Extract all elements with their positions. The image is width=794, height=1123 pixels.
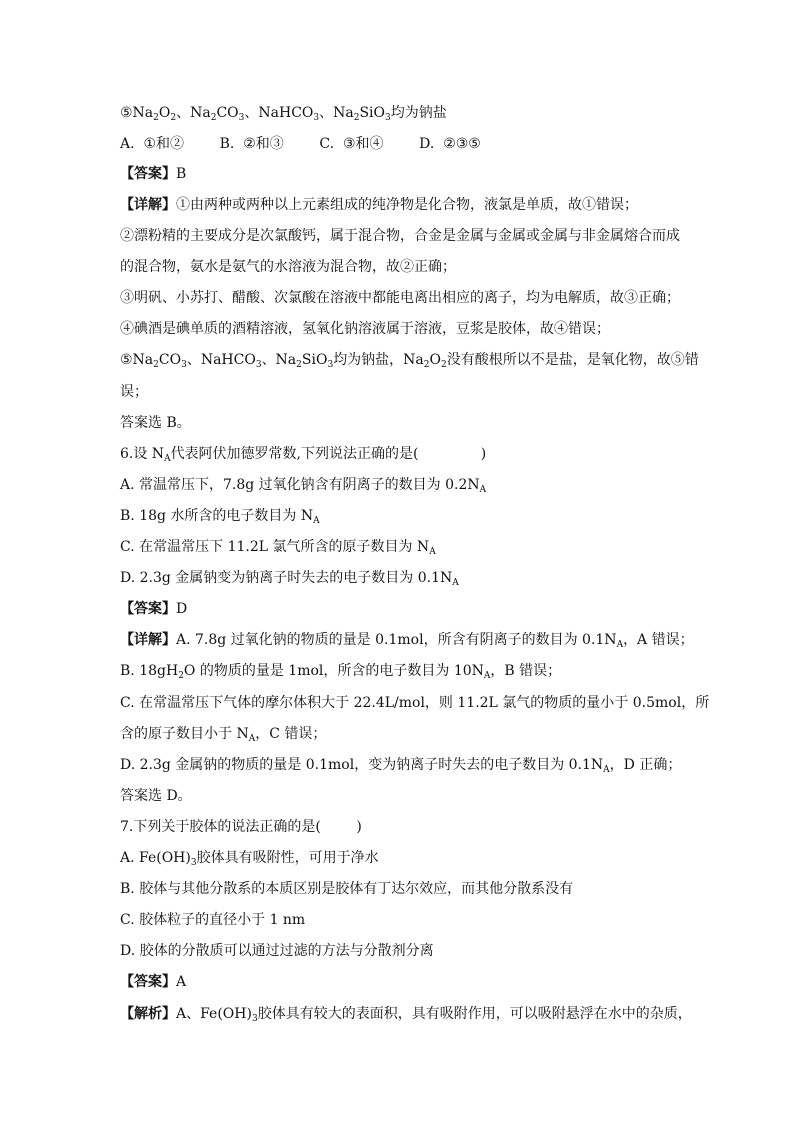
q7-option-b: B. 胶体与其他分散系的本质区别是胶体有丁达尔效应，而其他分散系没有 [120, 881, 574, 897]
q5-detail-1: 【详解】①由两种或两种以上元素组成的纯净物是化合物，液氯是单质，故①错误； [120, 197, 638, 213]
q5-options: A. ①和② B. ②和③ C. ③和④ D. ②③⑤ [120, 136, 481, 152]
q7-option-a: A. $Fe(OH)_3$胶体具有吸附性，可用于净水 [120, 850, 379, 868]
q6-detail-b: B. $18gH_2O$ 的物质的量是 1mol，所含的电子数目为 $10N_A$，B 错误； [120, 663, 562, 681]
q6-option-c: C. 在常温常压下 11.2L 氯气所含的原子数目为 $N_A$ [120, 539, 436, 557]
q5-detail-3: ③明矾、小苏打、醋酸、次氯酸在溶液中都能电离出相应的离子，均为电解质，故③正确； [120, 290, 680, 306]
q5-detail-2-cont: 的混合物，氨水是氨气的水溶液为混合物，故②正确； [120, 259, 456, 275]
q5-detail-2: ②漂粉精的主要成分是次氯酸钙，属于混合物，合金是金属与金属或金属与非金属熔合而成 [120, 228, 680, 244]
q5-item-5: $⑤Na_2O_2$、$Na_2CO_3$、NaHCO$_3$、$Na_2SiO_3$均为钠盐 [120, 105, 447, 123]
q6-answer: 【答案】D [120, 601, 188, 617]
q7-analysis: 【解析】A、$Fe(OH)_3$胶体具有较大的表面积，具有吸附作用，可以吸附悬浮在水中的杂质， [120, 1006, 692, 1024]
q5-answer: 【答案】B [120, 166, 187, 182]
q6-conclusion: 答案选 D。 [120, 788, 192, 804]
q6-detail-a: 【详解】A. 7.8g 过氧化钠的物质的量是 0.1mol，所含有阴离子的数目为 $0.1N_A$，A 错误； [120, 632, 694, 650]
q7-stem: 7.下列关于胶体的说法正确的是( ) [120, 819, 362, 835]
q6-detail-c: C. 在常温常压下气体的摩尔体积大于 22.4L/mol，则 11.2L 氯气的物质的量小于 0.5mol，所 [120, 695, 710, 711]
q5-conclusion: 答案选 B。 [120, 415, 191, 431]
q6-detail-d: D. 2.3g 金属钠的物质的量是 0.1mol，变为钠离子时失去的电子数目为 $0.1N_A$，D 正确； [120, 757, 682, 775]
q5-detail-4: ④碘酒是碘单质的酒精溶液，氢氧化钠溶液属于溶液，豆浆是胶体，故④错误； [120, 321, 610, 337]
q6-detail-c-cont: 含的原子数目小于 $N_A$，C 错误； [120, 726, 327, 744]
q7-option-c: C. 胶体粒子的直径小于 1 nm [120, 912, 306, 928]
q6-option-a: A. 常温常压下，7.8g 过氧化钠含有阴离子的数目为 $0.2N_A$ [120, 477, 487, 495]
q7-option-d: D. 胶体的分散质可以通过过滤的方法与分散剂分离 [120, 943, 434, 959]
q5-detail-5: $⑤Na_2CO_3$、NaHCO$_3$、$Na_2SiO_3$均为钠盐，$Na_2O_2$没有酸根所以不是盐，是氧化物，故⑤错 [120, 352, 699, 370]
q6-option-d: D. 2.3g 金属钠变为钠离子时失去的电子数目为 $0.1N_A$ [120, 570, 459, 588]
q7-answer: 【答案】A [120, 974, 187, 990]
q6-option-b: B. 18g 水所含的电子数目为 $N_A$ [120, 508, 320, 526]
q5-detail-5-cont: 误； [120, 384, 148, 400]
q6-stem: 6.设 $N_A$代表阿伏加德罗常数,下列说法正确的是( ) [120, 446, 487, 464]
